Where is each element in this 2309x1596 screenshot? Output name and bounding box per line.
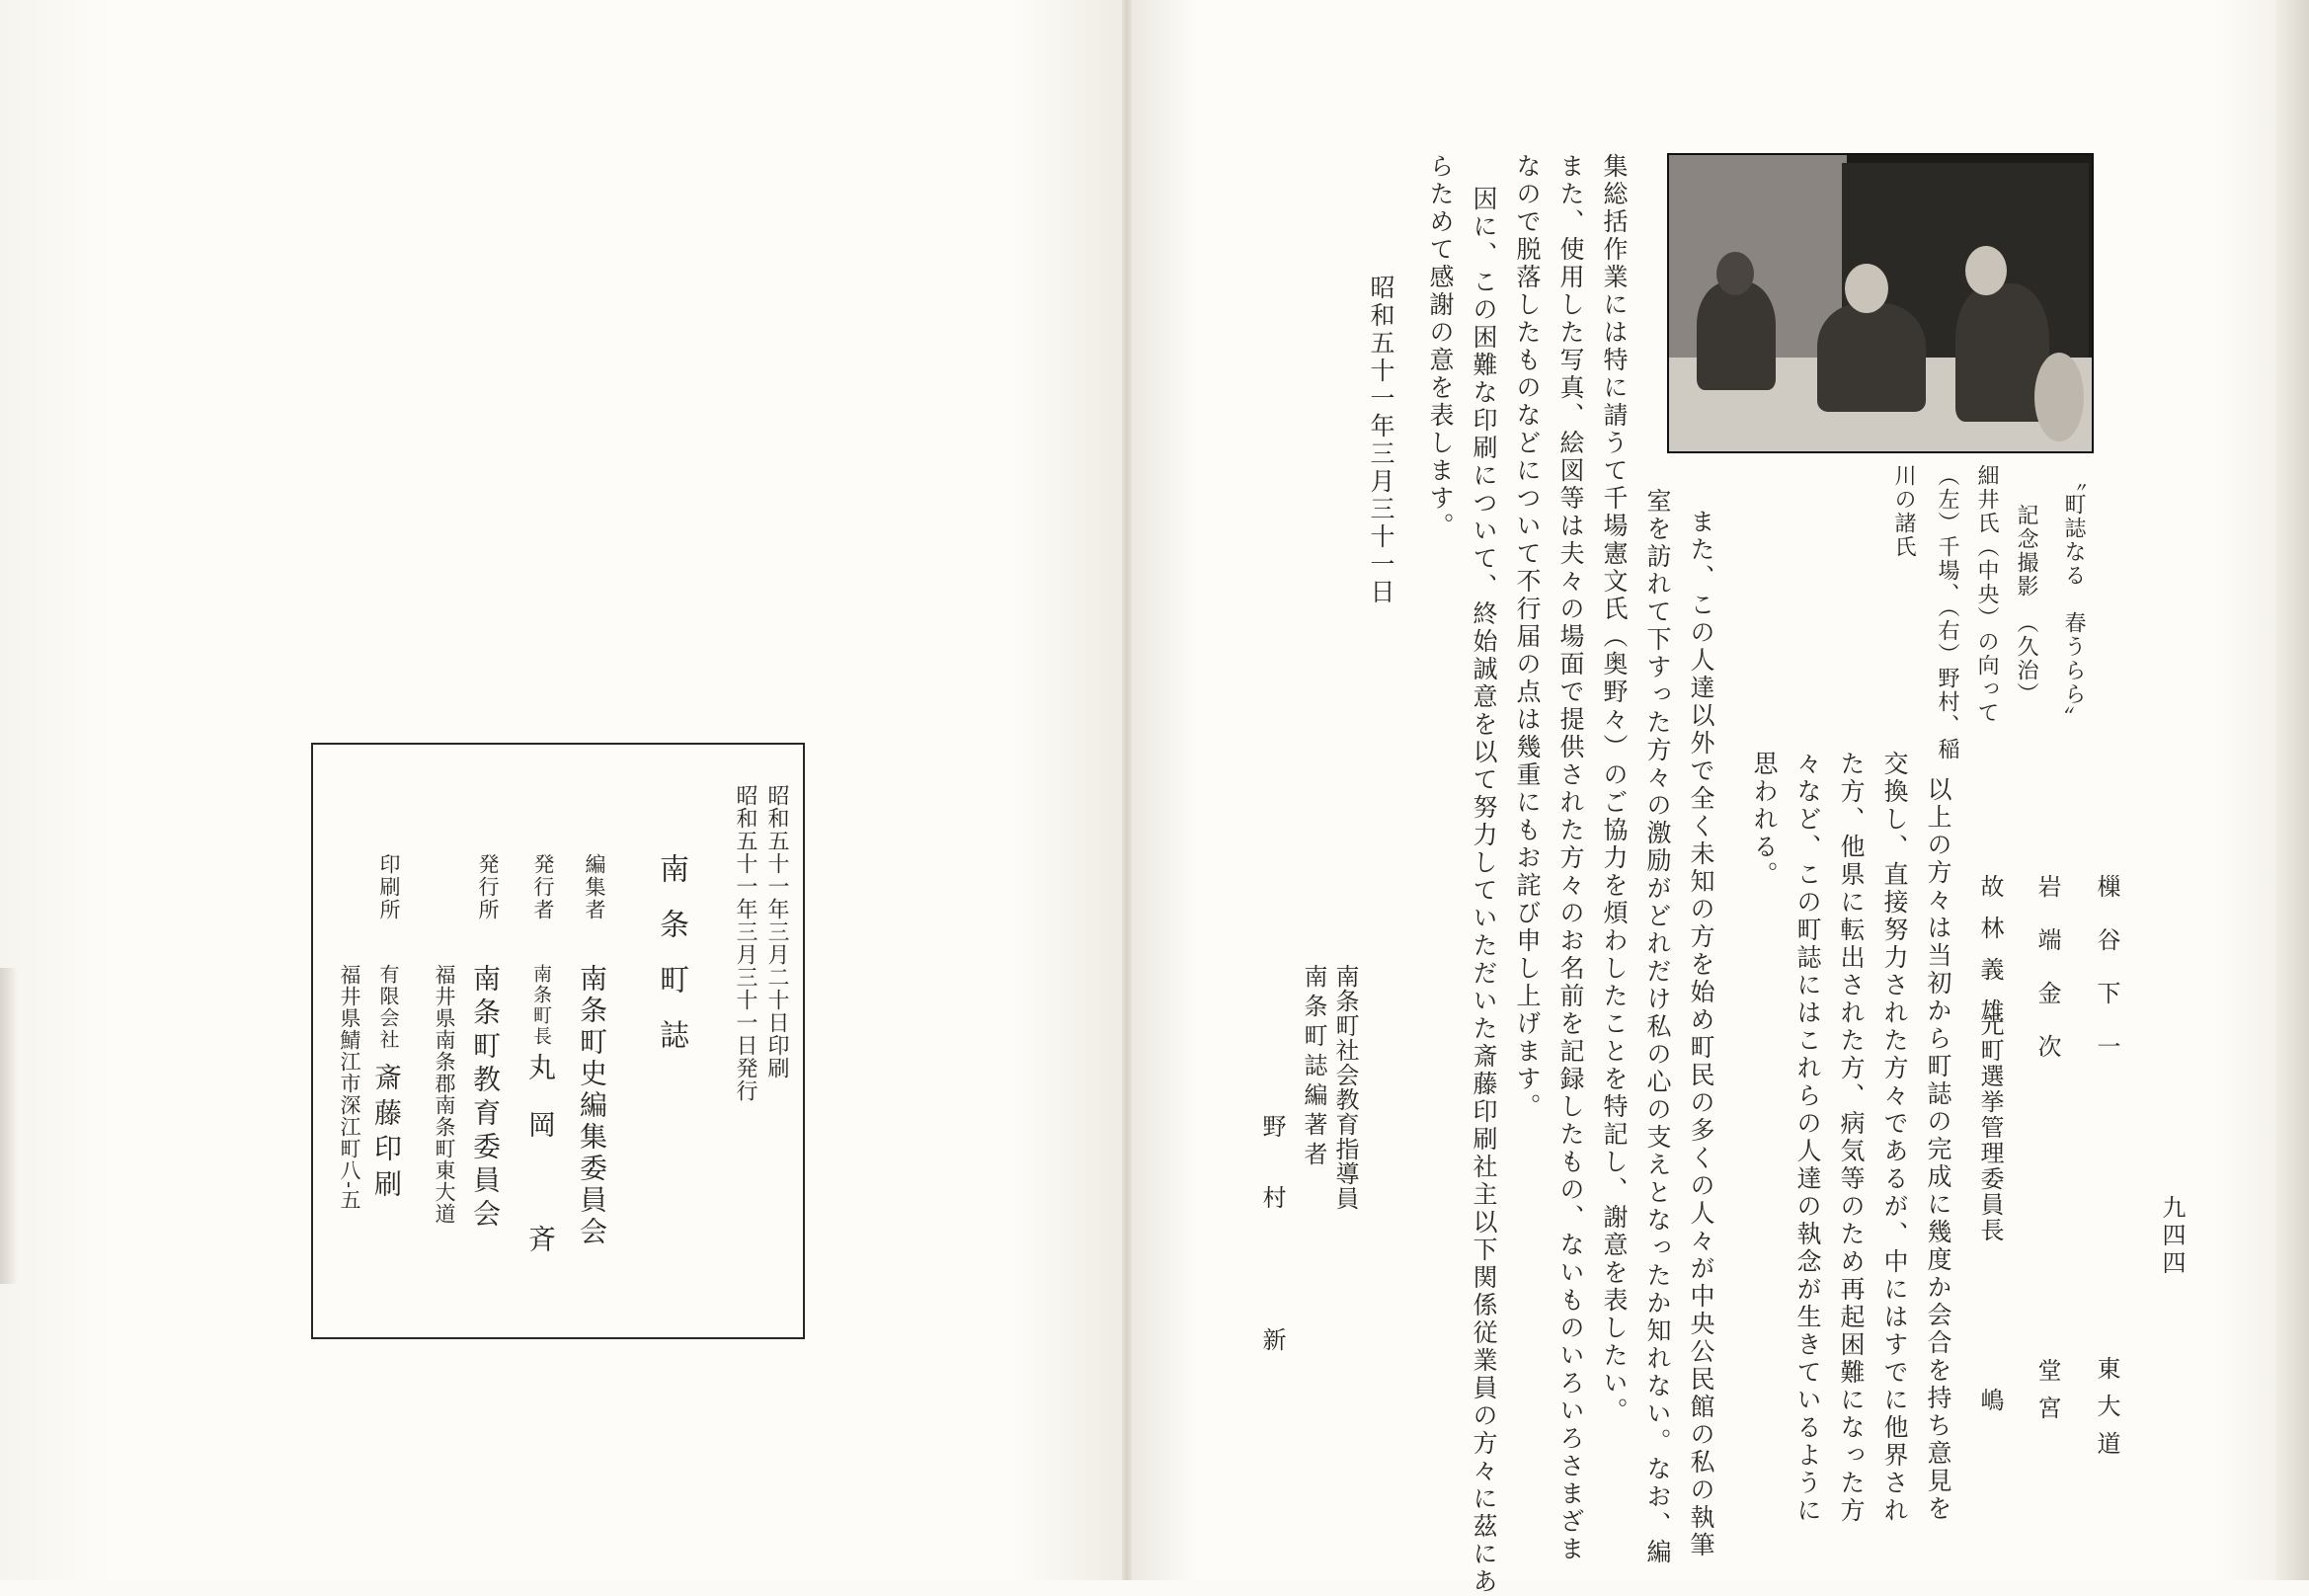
body-line: 以上の方々は当初から町誌の完成に幾度か会合を持ち意見を xyxy=(1924,776,1952,1523)
commemorative-photo xyxy=(1667,153,2094,453)
print-date: 昭和五十一年三月二十日印刷 xyxy=(764,784,789,1079)
publisher-name: 丸岡 斉 xyxy=(524,1053,557,1282)
honoree-place: 堂宮 xyxy=(2033,1358,2061,1433)
honoree-row xyxy=(2030,874,2070,1433)
photo-caption-line: 記念撮影 （久治） xyxy=(2014,504,2038,706)
body-line: らためて感謝の意を表します。 xyxy=(1426,153,1455,540)
honoree-name: 樔谷下一 xyxy=(2093,874,2120,1087)
photo-caption-line: 川の諸氏 xyxy=(1891,464,1916,559)
photo-head xyxy=(1845,264,1888,313)
honoree-name: 故林義雄 xyxy=(1976,874,2004,1040)
honoree-role: 元町選挙管理委員長 xyxy=(1976,1012,2004,1243)
photo-head xyxy=(2034,353,2084,441)
page-edge xyxy=(2275,0,2309,1580)
photo-caption-line: （左）千場、（右）野村、稲 xyxy=(1935,464,1959,761)
body-line: なので脱落したものなどについて不行届の点は幾重にもお詫び申し上げます。 xyxy=(1513,153,1542,1121)
photo-person xyxy=(1817,303,1926,412)
issuer-address: 福井県南条郡南条町東大道 xyxy=(433,964,456,1225)
issuer-name: 南条町教育委員会 xyxy=(469,964,502,1233)
signature-date: 昭和五十一年三月三十一日 xyxy=(1367,275,1395,606)
signature-title: 南条町誌編著者 xyxy=(1300,964,1327,1171)
honoree-row xyxy=(1973,874,2013,1427)
honoree-row xyxy=(2090,874,2129,1469)
printer-address: 福井県鯖江市深江町八-五 xyxy=(338,964,361,1212)
page-number: 九四四 xyxy=(2158,1195,2186,1278)
page-shadow xyxy=(0,968,18,1284)
body-line: た方、他県に転出された方、病気等のため再起困難になった方 xyxy=(1837,751,1866,1525)
honoree-name: 岩端金次 xyxy=(2033,874,2061,1087)
signature-name: 野村 新 xyxy=(1258,1114,1286,1398)
photo-caption-line: 〝町誌なる 春うらら〟 xyxy=(2061,469,2086,730)
book-gutter xyxy=(1122,0,1132,1580)
printer-name: 斎藤印刷 xyxy=(370,1063,403,1205)
honoree-place: 東大道 xyxy=(2093,1356,2120,1469)
body-line: また、この人達以外で全く未知の方を始め町民の多くの人々が中央公民館の私の執筆 xyxy=(1687,509,1715,1559)
editor-label: 編集者 xyxy=(583,853,606,921)
printer-prefix: 有限会社 xyxy=(376,964,400,1051)
editor-name: 南条町史編集委員会 xyxy=(576,964,608,1248)
photo-head xyxy=(1965,246,2007,295)
photo-person xyxy=(1697,281,1776,390)
book-title: 南条町誌 xyxy=(654,853,688,1075)
body-line: 々など、この町誌にはこれらの人達の執念が生きているように xyxy=(1793,751,1822,1525)
signature-title: 南条町社会教育指導員 xyxy=(1331,964,1359,1211)
body-line: 集総括作業には特に請うて千場憲文氏（奥野々）のご協力を煩わしたことを特記し、謝意を表したい。 xyxy=(1600,153,1629,1425)
body-line: 思われる。 xyxy=(1750,751,1779,889)
printer-label: 印刷所 xyxy=(377,853,401,921)
issuer-label: 発行所 xyxy=(476,853,500,921)
body-line: 交換し、直接努力された方々であるが、中にはすでに他界され xyxy=(1880,751,1909,1525)
body-line: 因に、この困難な印刷について、終始誠意を以て努力していただいた斎藤印刷社主以下関係従業員の方々に茲にあ xyxy=(1470,186,1498,1596)
colophon-box xyxy=(311,743,805,1339)
photo-head xyxy=(1716,252,1754,295)
body-line: 室を訪れて下すった方々の激励がどれだけ私の心の支えとなったか知れない。なお、編 xyxy=(1643,488,1672,1566)
photo-caption-line: 細井氏（中央）の向って xyxy=(1974,464,1999,725)
honoree-place: 嶋 xyxy=(1976,1388,2004,1425)
publisher-title: 南条町長 xyxy=(530,964,552,1047)
body-line: また、使用した写真、絵図等は夫々の場面で提供された方々のお名前を記録したもの、ないものいろいろさまざま xyxy=(1556,153,1585,1563)
publisher-label: 発行者 xyxy=(531,853,555,921)
publish-date: 昭和五十一年三月三十一日発行 xyxy=(733,784,757,1102)
